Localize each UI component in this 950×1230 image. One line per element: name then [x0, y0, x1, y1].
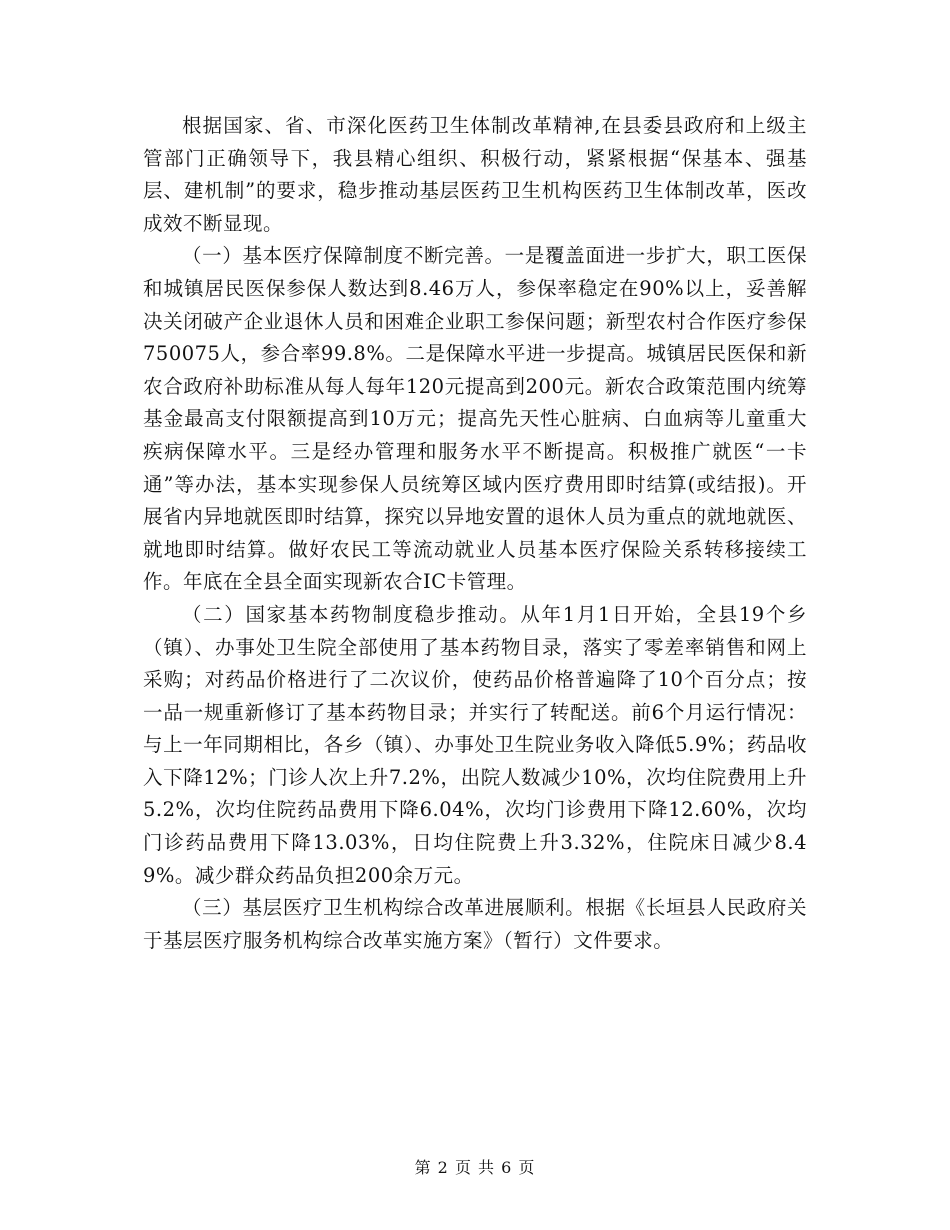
section-2-paragraph: （二）国家基本药物制度稳步推动。从年1月1日开始，全县19个乡（镇）、办事处卫生院全部使用了基本药物目录，落实了零差率销售和网上采购；对药品价格进行了二次议价，使药品价格普遍降了10个百分点；按一品一规重新修订了基本药物目录；并实行了转配送。前6个月运行情况：与上一年同期相比，各乡（镇）、办事处卫生院业务收入降低5.9%；药品收入下降12%；门诊人次上升7.2%，出院人数减少10%，次均住院费用上升5.2%，次均住院药品费用下降6.04%，次均门诊费用下降12.60%，次均门诊药品费用下降13.03%，日均住院费上升3.32%，住院床日减少8.49%。减少群众药品负担200余万元。: [143, 602, 807, 887]
page-number: 第 2 页 共 6 页: [414, 1158, 536, 1177]
section-1-paragraph: （一）基本医疗保障制度不断完善。一是覆盖面进一步扩大，职工医保和城镇居民医保参保人数达到8.46万人，参保率稳定在90%以上，妥善解决关闭破产企业退休人员和困难企业职工参保问题；新型农村合作医疗参保750075人，参合率99.8%。二是保障水平进一步提高。城镇居民医保和新农合政府补助标准从每人每年120元提高到200元。新农合政策范围内统筹基金最高支付限额提高到10万元；提高先天性心脏病、白血病等儿童重大疾病保障水平。三是经办管理和服务水平不断提高。积极推广就医“一卡通”等办法，基本实现参保人员统筹区域内医疗费用即时结算(或结报)。开展省内异地就医即时结算，探究以异地安置的退休人员为重点的就地就医、就地即时结算。做好农民工等流动就业人员基本医疗保险关系转移接续工作。年底在全县全面实现新农合IC卡管理。: [143, 244, 807, 594]
document-body: [143, 110, 807, 957]
intro-paragraph: 根据国家、省、市深化医药卫生体制改革精神,在县委县政府和上级主管部门正确领导下，我县精心组织、积极行动，紧紧根据“保基本、强基层、建机制”的要求，稳步推动基层医药卫生机构医药卫生体制改革，医改成效不断显现。: [143, 114, 807, 235]
section-3-paragraph: （三）基层医疗卫生机构综合改革进展顺利。根据《长垣县人民政府关于基层医疗服务机构综合改革实施方案》（暂行）文件要求。: [143, 896, 807, 952]
page-footer: [0, 1155, 950, 1178]
